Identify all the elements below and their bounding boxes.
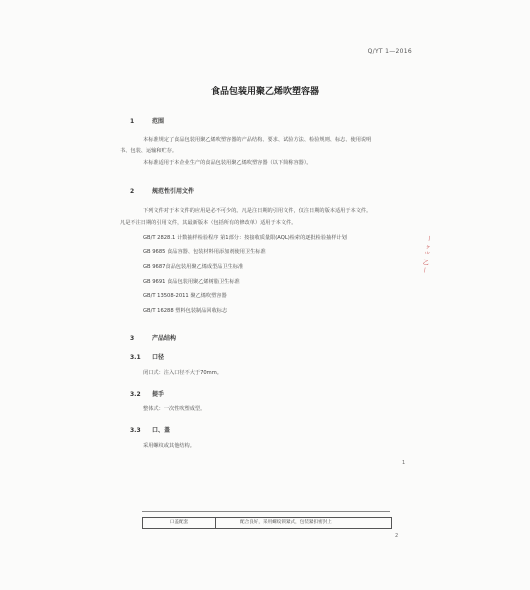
section-number: 3 — [130, 335, 135, 342]
paragraph: 采用螺纹或其他结构。 — [143, 443, 195, 449]
section-3-heading — [130, 333, 176, 342]
footer-table — [142, 517, 392, 529]
section-number: 2 — [130, 188, 135, 195]
section-title: 提手 — [152, 391, 165, 398]
section-title: 口、盖 — [152, 427, 171, 434]
reference-item: GB 9691 食品包装用聚乙烯树脂卫生标准 — [143, 279, 240, 285]
section-number: 3.1 — [130, 354, 141, 361]
table-top-rule — [142, 511, 390, 512]
page-number-outer: 2 — [395, 533, 399, 539]
section-title: 范围 — [152, 118, 165, 125]
page-number-inner: 1 — [402, 460, 406, 466]
section-number: 3.3 — [130, 427, 141, 434]
paragraph: 书、包装、运输和贮存。 — [120, 148, 178, 154]
reference-item: GB 9687食品包装用聚乙烯成型品卫生标准 — [143, 264, 244, 270]
reference-item: GB/T 2828.1 计数抽样检验程序 第1部分：按接收质量限(AQL)检索的逐批检验抽样计划 — [143, 235, 347, 241]
document-title: 食品包装用聚乙烯吹塑容器 — [210, 87, 319, 97]
paragraph: 闭口式：注入口径不大于70mm。 — [143, 370, 222, 376]
reference-item: GB/T 13508-2011 聚乙烯吹塑容器 — [143, 293, 227, 299]
paragraph: 下列文件对于本文件的应用是必不可少的。凡是注日期的引用文件，仅注日期的版本适用于本文件。 — [143, 208, 372, 214]
section-title: 产品结构 — [152, 335, 177, 342]
section-number: 1 — [130, 118, 135, 125]
reference-item: GB/T 16288 塑料包装制品回收标志 — [143, 308, 228, 314]
red-stamp-mark: 〡 ヶ ⺌ 乙 〡 — [421, 235, 433, 275]
standard-code: Q/YT 1—2016 — [367, 48, 412, 55]
reference-item: GB 9685 食品容器、包装材料用添加剂使用卫生标准 — [143, 249, 266, 255]
section-3-2-heading — [130, 389, 164, 398]
paragraph: 本标准规定了食品包装用聚乙烯吹塑容器的产品结构、要求、试验方法、检验规则、标志、使用说明 — [143, 137, 372, 143]
section-title: 口径 — [152, 354, 165, 361]
table-cell-value: 配合良好，采用螺纹锁紧式，包装紧扣密封上 — [240, 520, 332, 525]
section-2-heading — [130, 186, 194, 195]
paragraph: 整体式：一次性吹塑成型。 — [143, 406, 206, 412]
section-title: 规范性引用文件 — [152, 188, 195, 195]
section-number: 3.2 — [130, 391, 141, 398]
section-3-3-heading — [130, 425, 170, 434]
section-1-heading — [130, 116, 164, 125]
section-3-1-heading — [130, 352, 164, 361]
paragraph: 凡是不注日期的引用文件，其最新版本（包括所有的修改单）适用于本文件。 — [120, 220, 297, 226]
table-cell-label: 口盖配套 — [143, 518, 216, 528]
paragraph: 本标准适用于本企业生产的食品包装用聚乙烯吹塑容器（以下简称容器）。 — [143, 160, 312, 166]
